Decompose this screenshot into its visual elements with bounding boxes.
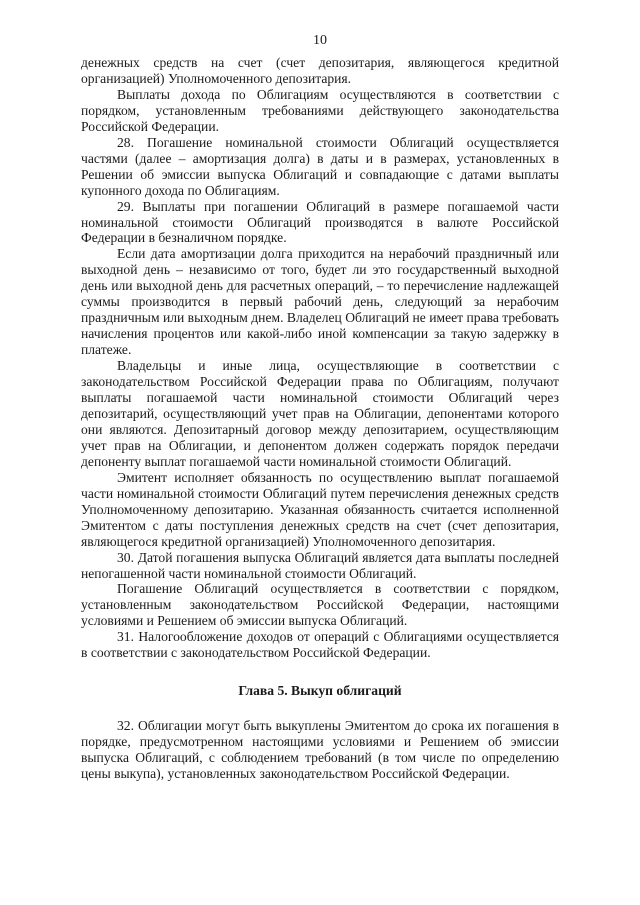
chapter-heading: Глава 5. Выкуп облигаций [238, 683, 402, 699]
paragraph-item-31: 31. Налогообложение доходов от операций с Облигациями осуществляется в соответствии с законодательством Российской Федерации. [81, 629, 559, 661]
document-body [81, 55, 559, 782]
paragraph: Владельцы и иные лица, осуществляющие в соответствии с законодательством Российской Федерации права по Облигациям, получают выплаты погашаемой части номинальной стоимости Облигаций через депозитарий, осуществляющий учет прав на Облигации, депонентами которого они являются. Депозитарный договор между депозитарием, осуществляющим учет прав на Облигации, и депонентом должен содержать порядок передачи депоненту выплат погашаемой части номинальной стоимости Облигаций. [81, 358, 559, 469]
paragraph: Эмитент исполняет обязанность по осуществлению выплат погашаемой части номинальной стоимости Облигаций путем перечисления денежных средств Уполномоченному депозитарию. Указанная обязанность считается исполненной Эмитентом с даты поступления денежных средств на счет (счет депозитария, являющегося кредитной организацией) Уполномоченного депозитария. [81, 469, 559, 549]
paragraph-continuation: денежных средств на счет (счет депозитария, являющегося кредитной организацией) Уполномоченного депозитария. [81, 55, 559, 86]
paragraph: Выплаты дохода по Облигациям осуществляются в соответствии с порядком, установленным требованиями действующего законодательства Российской Федерации. [81, 86, 559, 134]
paragraph: Если дата амортизации долга приходится на нерабочий праздничный или выходной день – независимо от того, будет ли это государственный выходной день или выходной день для расчетных операций, – то перечисление надлежащей суммы производится в первый рабочий день, следующий за нерабочим праздничным или выходным днем. Владелец Облигаций не имеет права требовать начисления процентов или какой-либо иной компенсации за такую задержку в платеже. [81, 246, 559, 358]
page-number: 10 [313, 33, 327, 48]
paragraph: Погашение Облигаций осуществляется в соответствии с порядком, установленным законодательством Российской Федерации, настоящими условиями и Решением об эмиссии выпуска Облигаций. [81, 581, 559, 629]
paragraph-item-28: 28. Погашение номинальной стоимости Облигаций осуществляется частями (далее – амортизация долга) в даты и в размерах, установленных в Решении об эмиссии выпуска Облигаций и совпадающие с датами выплаты купонного дохода по Облигациям. [81, 134, 559, 198]
paragraph-item-29: 29. Выплаты при погашении Облигаций в размере погашаемой части номинальной стоимости Облигаций производятся в валюте Российской Федерации в безналичном порядке. [81, 198, 559, 246]
paragraph-item-30: 30. Датой погашения выпуска Облигаций является дата выплаты последней непогашенной части номинальной стоимости Облигаций. [81, 549, 559, 581]
paragraph-item-32: 32. Облигации могут быть выкуплены Эмитентом до срока их погашения в порядке, предусмотренном настоящими условиями и Решением об эмиссии выпуска Облигаций, с соблюдением требований (в том числе по определению цены выкупа), установленных законодательством Российской Федерации. [81, 718, 559, 782]
